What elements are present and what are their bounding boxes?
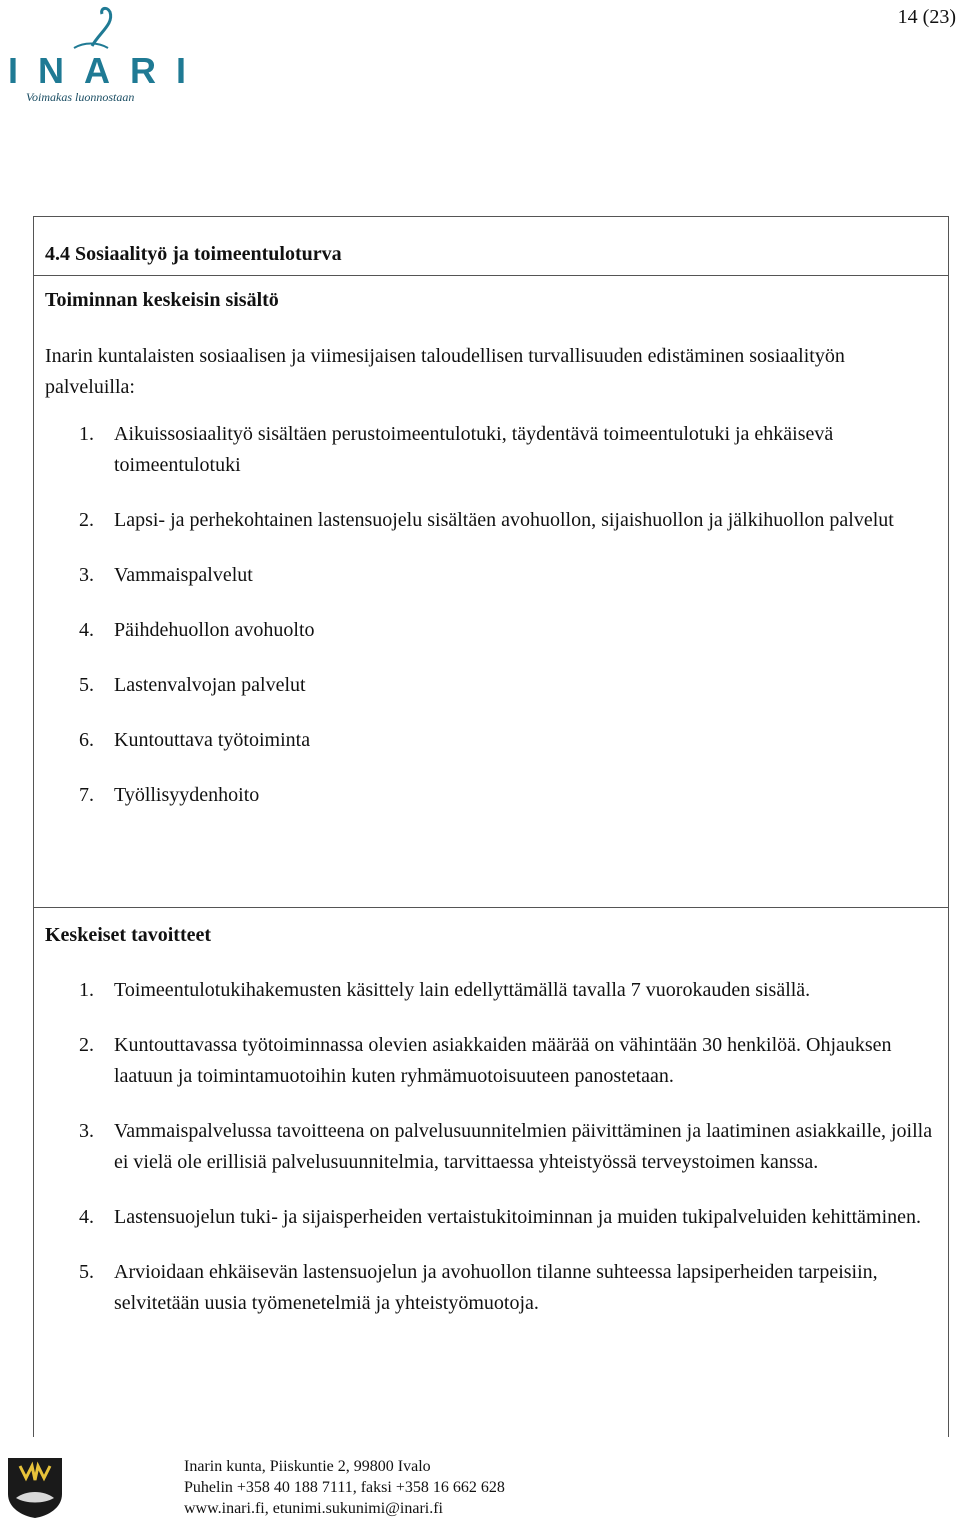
- list-item: 5. Arvioidaan ehkäisevän lastensuojelun ja avohuollon tilanne suhteessa lapsiperheiden tarpeisiin, selvitetään uusia työmenetelmiä ja yhteistyömuotoja.: [79, 1261, 878, 1314]
- list-item: 1. Toimeentulotukihakemusten käsittely lain edellyttämällä tavalla 7 vuorokauden sisällä.: [79, 979, 811, 1001]
- intro-text: Inarin kuntalaisten sosiaalisen ja viimesijaisen taloudellisen turvallisuuden edistäminen sosiaalityön palveluilla:: [45, 345, 845, 398]
- list-item: 3. Vammaispalvelussa tavoitteena on palvelusuunnitelmien päivittäminen ja laatiminen asiakkaille, joilla ei vielä ole erillisiä palvelusuunnitelmia, tarvittaessa yhteistyössä terveystoimen kanssa.: [79, 1120, 933, 1173]
- list-item: 5. Lastenvalvojan palvelut: [79, 674, 306, 696]
- list-item: 6. Kuntouttava työtoiminta: [79, 729, 311, 751]
- goals-list: [45, 975, 938, 1319]
- logo-slogan: Voimakas luonnostaan: [26, 90, 135, 104]
- list-item: 1. Aikuissosiaalityö sisältäen perustoimeentulotuki, täydentävä toimeentulotuki ja ehkäisevä toimeentulotuki: [79, 423, 834, 476]
- inari-logo: [4, 2, 206, 106]
- list-item: 2. Kuntouttavassa työtoiminnassa olevien asiakkaiden määrää on vähintään 30 henkilöä. Ohjauksen laatuun ja toimintamuotoihin kuten ryhmämuotoisuuteen panostetaan.: [79, 1034, 892, 1087]
- footer-contact: [184, 1456, 505, 1519]
- footer-address: Inarin kunta, Piiskuntie 2, 99800 Ivalo: [184, 1458, 431, 1475]
- section-title: 4.4 Sosiaalityö ja toimeentuloturva: [45, 243, 342, 265]
- coat-of-arms-icon: [6, 1456, 64, 1518]
- footer-web: www.inari.fi, etunimi.sukunimi@inari.fi: [184, 1500, 443, 1517]
- list-item: 4. Päihdehuollon avohuolto: [79, 619, 315, 641]
- list-item: 7. Työllisyydenhoito: [79, 784, 260, 806]
- goals-box: [33, 907, 949, 1437]
- goals-heading: Keskeiset tavoitteet: [45, 924, 212, 946]
- footer-phone: Puhelin +358 40 188 7111, faksi +358 16 662 628: [184, 1479, 505, 1496]
- page-number: 14 (23): [897, 6, 956, 28]
- list-item: 3. Vammaispalvelut: [79, 564, 253, 586]
- services-list: [45, 419, 938, 811]
- content-box: [33, 216, 949, 908]
- content-heading: Toiminnan keskeisin sisältö: [45, 289, 279, 311]
- logo-wordmark: INARI: [8, 50, 206, 91]
- list-item: 2. Lapsi- ja perhekohtainen lastensuojelu sisältäen avohuollon, sijaishuollon ja jälkihuollon palvelut: [79, 509, 894, 531]
- list-item: 4. Lastensuojelun tuki- ja sijaisperheiden vertaistukitoiminnan ja muiden tukipalveluiden kehittäminen.: [79, 1206, 922, 1228]
- title-row: [34, 217, 948, 276]
